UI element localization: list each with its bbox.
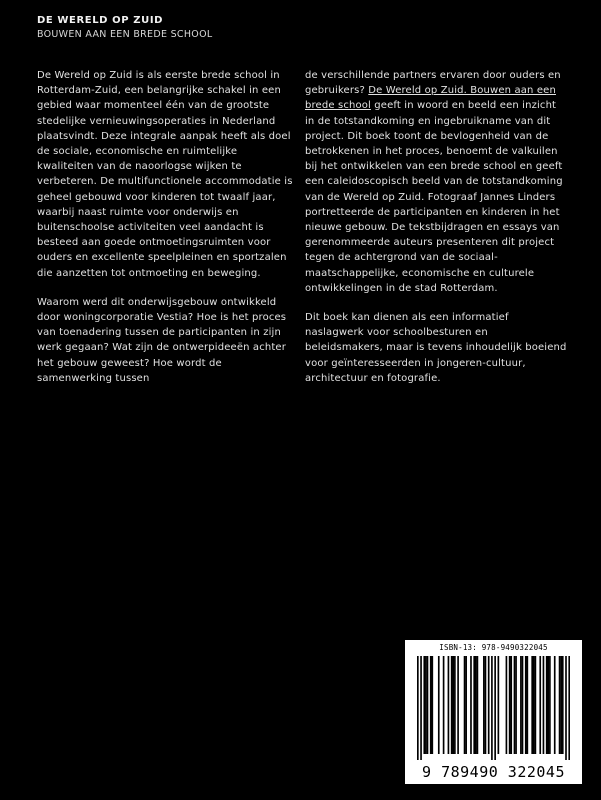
barcode-bar [417,656,419,760]
barcode-bar [568,656,570,760]
barcode-bar [515,656,517,754]
barcode-bar [438,656,440,754]
barcode-bar [483,656,485,754]
barcode-bar [560,656,562,754]
barcode-bar [509,656,511,754]
right-paragraph-1-start: de verschillende partners ervaren door ouders en gebruikers? [305,70,561,97]
barcode-bar [539,656,541,754]
barcode-bar [514,656,516,754]
barcode-bar [425,656,427,754]
barcode-bar [533,656,535,754]
barcode-bar [443,656,445,754]
book-subtitle: BOUWEN AAN EEN BREDE SCHOOL [37,29,213,40]
barcode-bar [491,656,493,760]
barcode-bar [565,656,567,760]
barcode-bar [522,656,524,754]
barcode-bar [454,656,456,754]
barcode-bar [427,656,429,754]
barcode-bar [531,656,533,754]
barcode-bar [470,656,472,754]
barcode-bar [431,656,433,754]
barcode-bar [451,656,453,754]
barcode-bar [485,656,487,754]
barcode-bar [535,656,537,754]
left-paragraph-1: De Wereld op Zuid is als eerste brede school in Rotterdam-Zuid, een belangrijke schakel in een gebied waar momenteel één van de grootste stedelijke vernieuwingsoperaties in Nederland plaatsvindt. Deze integrale aanpak heeft als doel de sociale, economische en ruimtelijke kwaliteiten van de naoorlogse wijken te verbeteren. De multifunctionele accommodatie is geheel gebouwd voor kinderen tot twaalf jaar, waarbij naast ruimte voor onderwijs en buitenschoolse activiteiten veel aandacht is besteed aan goede ontmoetingsruimten voor ouders en excellente speelpleinen en sportzalen die aanzetten tot ontmoeting en beweging. [37,70,293,279]
barcode-bar [527,656,529,754]
barcode-bar [506,656,508,754]
left-column [37,68,297,400]
barcode-bar [547,656,549,754]
right-paragraph-2: Dit boek kan dienen als een informatief naslagwerk voor schoolbesturen en beleidsmakers, maar is tevens inhoudelijk boeiend voor geïnteresseerden in jongeren-cultuur, architectuur en fotografie. [305,312,567,384]
barcode-bar [457,656,459,754]
right-column [305,68,567,400]
barcode-bar [420,656,422,760]
barcode-bar [543,656,545,754]
barcode-bar [488,656,490,754]
barcode-bar [520,656,522,754]
barcode-bar [498,656,500,754]
barcode-bar [546,656,548,754]
barcode-bars [417,656,570,760]
barcode-bar [464,656,466,754]
right-paragraph-1 [305,68,567,296]
barcode-bar [494,656,496,760]
header [37,14,212,42]
barcode-bar [452,656,454,754]
barcode-bar [473,656,475,754]
barcode-bar [525,656,527,754]
barcode-bar [559,656,561,754]
barcode-bar [554,656,556,754]
left-paragraph-2: Waarom werd dit onderwijsgebouw ontwikkeld door woningcorporatie Vestia? Hoe is het proces van toenadering tussen de participanten in zijn werk gegaan? Wat zijn de ontwerpideeën achter het gebouw geweest? Hoe wordt de samenwerking tussen [37,296,287,384]
barcode-bar [423,656,425,754]
book-title: DE WERELD OP ZUID [37,15,164,26]
book-title-reference: De Wereld op Zuid. Bouwen aan een brede school [305,85,556,112]
barcode-bar [510,656,512,754]
barcode-bar [562,656,564,754]
barcode-bar [477,656,479,754]
barcode-bar [465,656,467,754]
barcode-bar [475,656,477,754]
isbn-digits: 9 789490 322045 [422,763,565,781]
barcode-bar [448,656,450,754]
barcode-bar [430,656,432,754]
barcode-bar [549,656,551,754]
isbn-label: ISBN-13: 978-9490322045 [439,643,548,652]
right-paragraph-1-end: geeft in woord en beeld een inzicht in de totstandkoming en ingebruikname van dit project. Dit boek toont de bevlogenheid van de betrokkenen in het proces, benoemt de valkuilen bij het ontwikkelen van een brede school en geeft een caleidoscopisch beeld van de totstandkoming van de Wereld op Zuid. Fotograaf Jannes Linders portretteerde de participanten en kinderen in het nieuwe gebouw. De tekstbijdragen en essays van gerenommeerde auteurs presenteren dit project tegen de achtergrond van de sociaal-maatschappelijke, economische en culturele ontwikkelingen in de stad Rotterdam. [305,100,563,294]
isbn-barcode [405,640,582,784]
